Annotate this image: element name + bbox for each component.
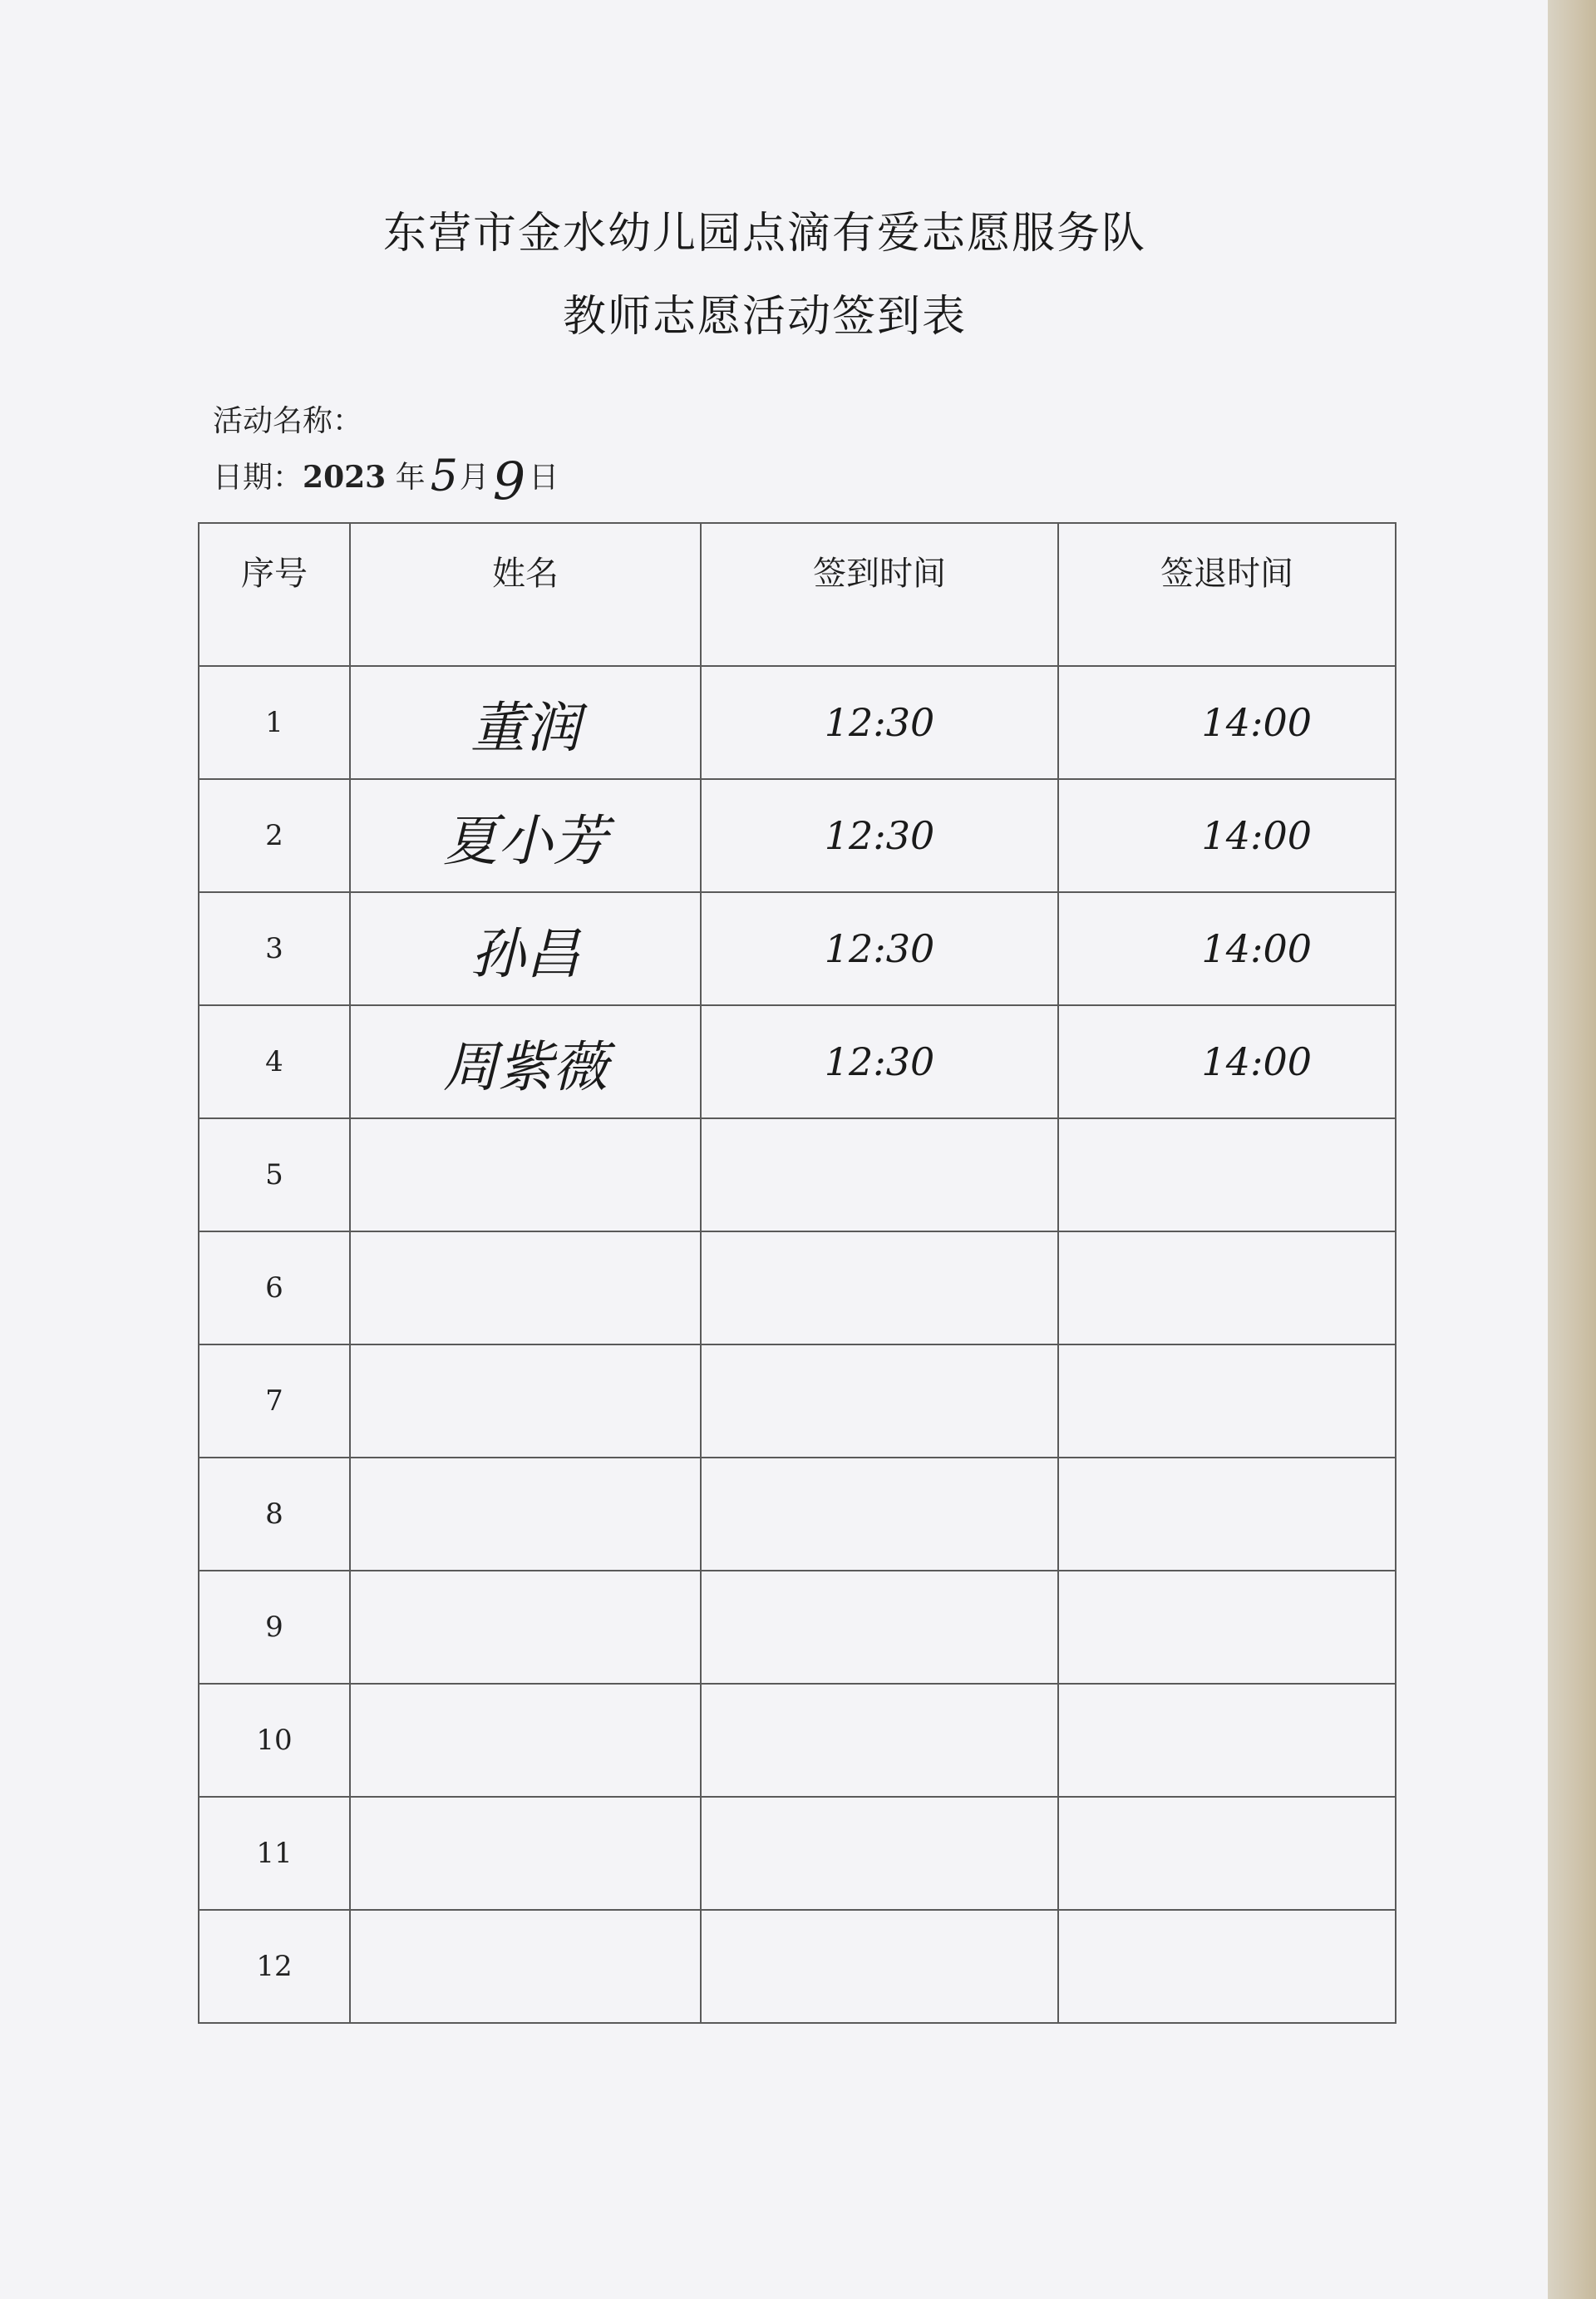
table-row [199, 892, 1396, 1005]
date-year: 2023 [303, 460, 387, 495]
row-seq: 9 [199, 1571, 350, 1684]
date-day-handwritten: 9 [492, 451, 526, 511]
row-sign-in-time: 12:30 [701, 1005, 1058, 1118]
row-sign-in-time: 12:30 [701, 892, 1058, 1005]
row-signature [350, 1571, 701, 1684]
background-edge [1548, 0, 1596, 2299]
row-sign-in-time [701, 1797, 1058, 1910]
header-seq: 序号 [199, 523, 350, 666]
row-sign-out-time [1058, 1344, 1396, 1458]
row-signature [350, 1344, 701, 1458]
row-seq: 6 [199, 1231, 350, 1344]
row-sign-out-time: 14:00 [1058, 892, 1396, 1005]
table-row [199, 1344, 1396, 1458]
row-sign-in-time [701, 1458, 1058, 1571]
row-signature [350, 1458, 701, 1571]
row-signature: 孙昌 [350, 892, 701, 1005]
row-signature [350, 1910, 701, 2023]
row-sign-out-time [1058, 1118, 1396, 1231]
row-sign-out-time: 14:00 [1058, 666, 1396, 779]
row-signature: 周紫薇 [350, 1005, 701, 1118]
table-header-row [199, 523, 1396, 666]
row-seq: 2 [199, 779, 350, 892]
row-sign-out-time [1058, 1797, 1396, 1910]
row-seq: 5 [199, 1118, 350, 1231]
row-seq: 12 [199, 1910, 350, 2023]
date-label: 日期： [213, 461, 303, 495]
row-sign-out-time [1058, 1231, 1396, 1344]
row-sign-out-time [1058, 1684, 1396, 1797]
row-sign-in-time: 12:30 [701, 779, 1058, 892]
row-seq: 4 [199, 1005, 350, 1118]
date-year-unit: 年 [395, 461, 426, 495]
row-seq: 7 [199, 1344, 350, 1458]
table-row [199, 1684, 1396, 1797]
table-row [199, 1458, 1396, 1571]
row-signature: 董润 [350, 666, 701, 779]
row-sign-in-time [701, 1344, 1058, 1458]
date-line [213, 439, 559, 511]
row-sign-out-time [1058, 1910, 1396, 2023]
row-seq: 11 [199, 1797, 350, 1910]
row-sign-out-time: 14:00 [1058, 779, 1396, 892]
table-row [199, 779, 1396, 892]
date-month-handwritten: 5 [430, 451, 458, 501]
table-row [199, 1231, 1396, 1344]
header-name: 姓名 [350, 523, 701, 666]
row-signature [350, 1118, 701, 1231]
row-sign-in-time [701, 1231, 1058, 1344]
row-signature: 夏小芳 [350, 779, 701, 892]
row-sign-in-time [701, 1910, 1058, 2023]
table-row [199, 1910, 1396, 2023]
activity-name-label: 活动名称： [213, 404, 363, 438]
row-sign-in-time: 12:30 [701, 666, 1058, 779]
row-seq: 1 [199, 666, 350, 779]
document-subtitle: 教师志愿活动签到表 [562, 292, 967, 342]
row-sign-in-time [701, 1571, 1058, 1684]
header-sign-out: 签退时间 [1058, 523, 1396, 666]
table-row [199, 1005, 1396, 1118]
row-signature [350, 1231, 701, 1344]
date-day-unit: 日 [529, 461, 559, 495]
row-seq: 3 [199, 892, 350, 1005]
table-row [199, 1797, 1396, 1910]
date-month-unit: 月 [459, 461, 490, 495]
row-seq: 10 [199, 1684, 350, 1797]
table-row [199, 1571, 1396, 1684]
row-sign-in-time [701, 1684, 1058, 1797]
table-row [199, 1118, 1396, 1231]
row-sign-out-time: 14:00 [1058, 1005, 1396, 1118]
document-title: 东营市金水幼儿园点滴有爱志愿服务队 [382, 209, 1146, 259]
row-sign-out-time [1058, 1458, 1396, 1571]
row-sign-in-time [701, 1118, 1058, 1231]
row-seq: 8 [199, 1458, 350, 1571]
row-signature [350, 1797, 701, 1910]
row-signature [350, 1684, 701, 1797]
sign-in-table [198, 522, 1396, 2024]
row-sign-out-time [1058, 1571, 1396, 1684]
header-sign-in: 签到时间 [701, 523, 1058, 666]
table-row [199, 666, 1396, 779]
